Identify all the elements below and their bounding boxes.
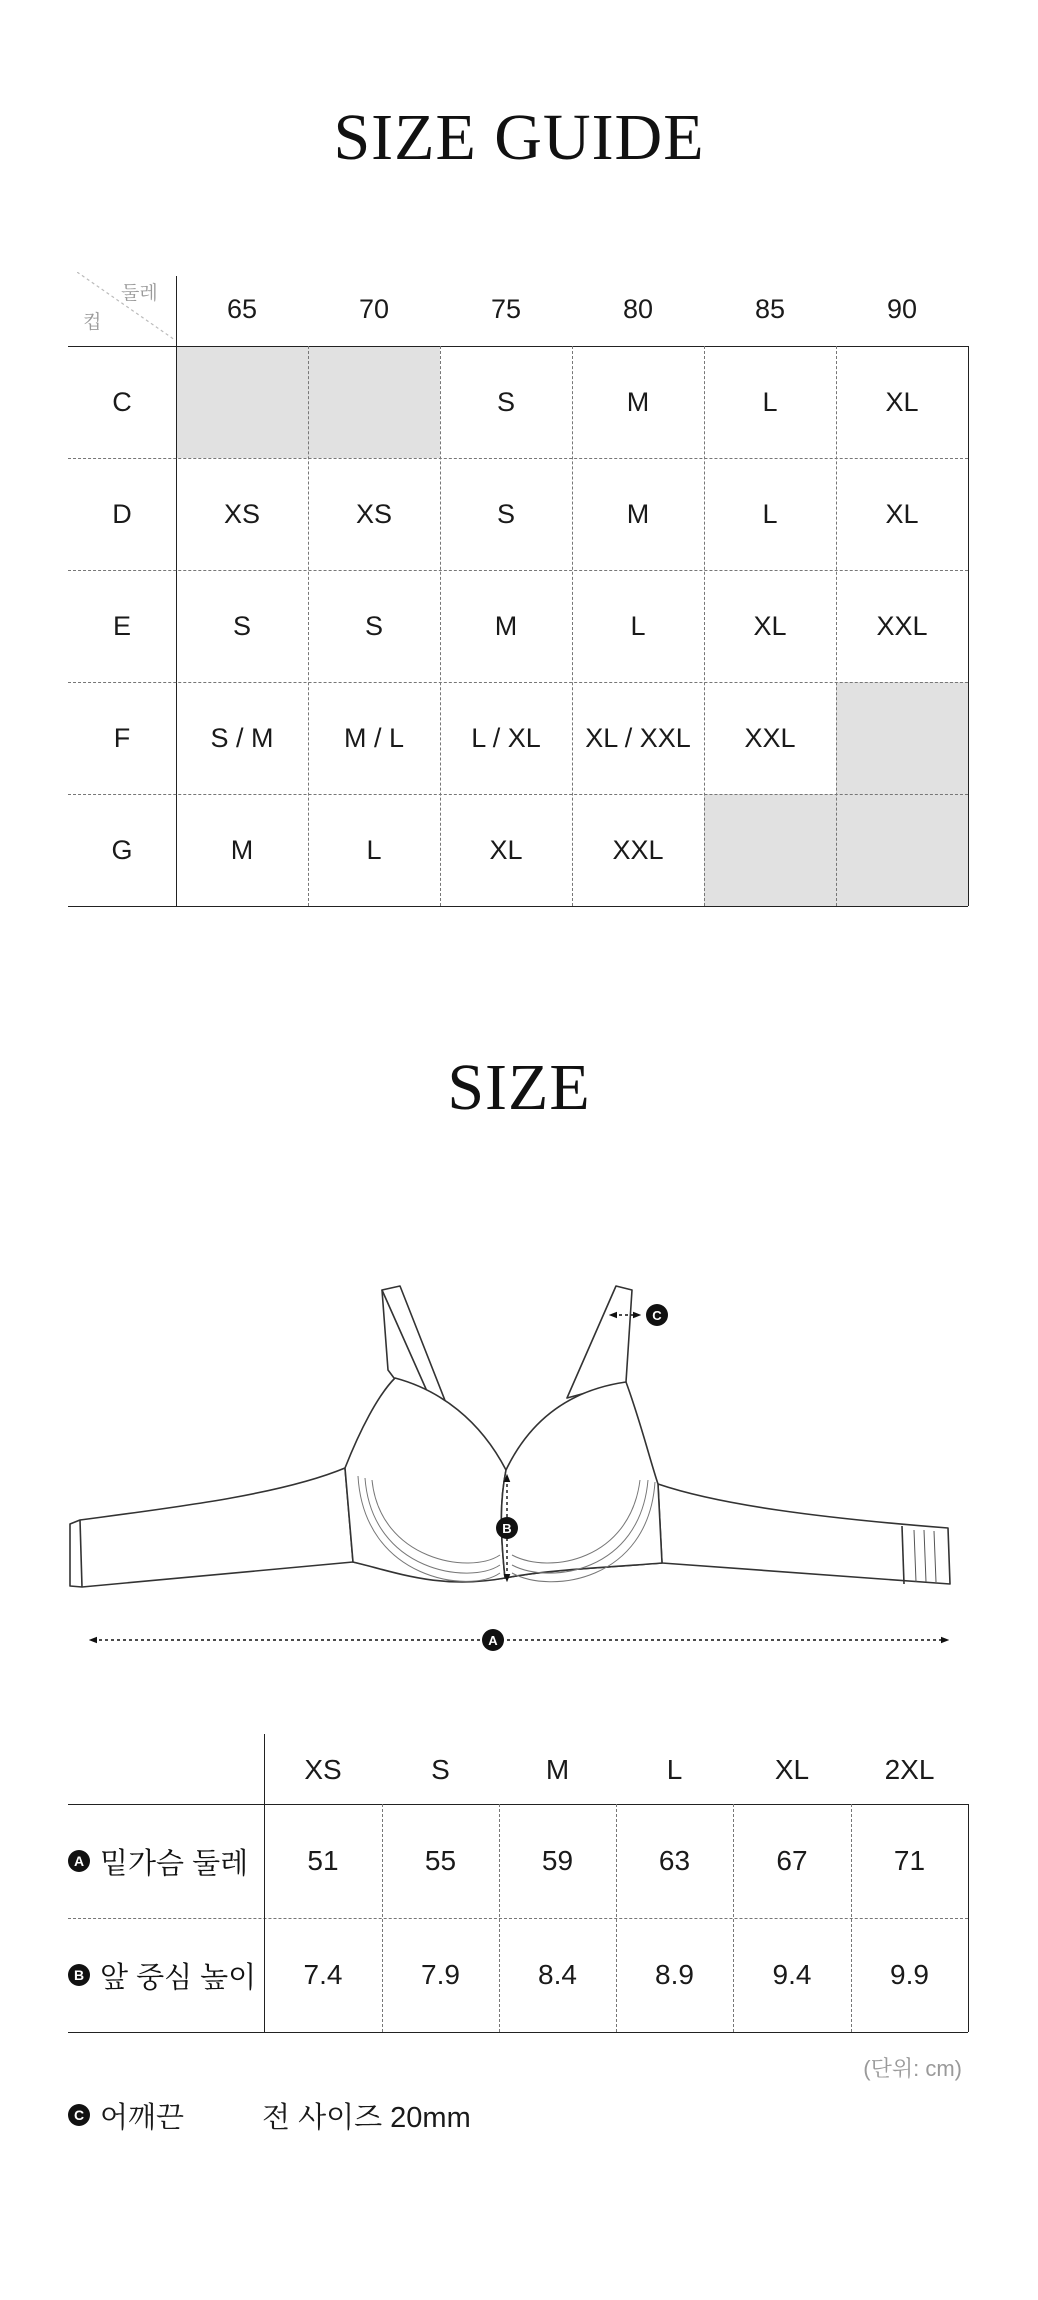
size-guide-title: SIZE GUIDE (333, 101, 705, 174)
cup-label: G (111, 834, 133, 865)
size-cell: L (366, 834, 382, 865)
size-cell: S (496, 498, 515, 529)
marker-b-icon (496, 1517, 518, 1539)
bra-outline (70, 1286, 950, 1587)
unit-note: (단위: cm) (863, 2056, 962, 2081)
measure-value: 71 (893, 1845, 926, 1876)
corner-band-label: 둘레 (121, 283, 158, 304)
band-header: 90 (886, 293, 918, 324)
bra-diagram (0, 1250, 1038, 1670)
marker-c-badge: C (68, 2104, 90, 2126)
svg-text:C: C (652, 1308, 662, 1323)
band-header: 75 (490, 293, 522, 324)
measure-row-label (68, 1918, 264, 2032)
measure-value: 67 (776, 1845, 808, 1876)
measure-value: 63 (658, 1845, 691, 1876)
svg-text:B: B (502, 1521, 512, 1536)
size-cell: M (230, 834, 254, 865)
measure-label-text: 밑가슴 둘레 (100, 1847, 249, 1880)
band-header: 85 (754, 293, 786, 324)
size-column-header: S (431, 1754, 450, 1785)
size-cell: XXL (876, 610, 928, 641)
measure-label-text: 앞 중심 높이 (100, 1961, 257, 1994)
size-cell: XXL (612, 834, 664, 865)
measure-value: 8.4 (538, 1959, 577, 1990)
measure-value: 55 (424, 1845, 457, 1876)
size-cell: S (364, 610, 383, 641)
cup-label: C (112, 386, 132, 417)
strap-value: 전 사이즈 20mm (262, 2101, 471, 2134)
empty-cell (308, 346, 440, 458)
size-cell: XS (223, 498, 261, 529)
size-column-header: L (666, 1754, 683, 1785)
marker-c-icon (646, 1304, 668, 1326)
size-cell: S / M (210, 722, 274, 753)
size-cell: XL (885, 386, 919, 417)
measure-value: 51 (307, 1845, 339, 1876)
measure-value: 8.9 (655, 1959, 694, 1990)
size-column-header: M (545, 1754, 570, 1785)
size-cell: M (626, 386, 650, 417)
size-cell: L / XL (471, 722, 541, 753)
size-cell: L (630, 610, 646, 641)
strap-label (68, 2095, 184, 2135)
size-cell: M (626, 498, 650, 529)
measure-value: 59 (541, 1845, 574, 1876)
measure-value: 9.9 (890, 1959, 929, 1990)
corner-cup-label: 컵 (83, 312, 102, 333)
empty-cell (836, 682, 968, 794)
cup-label: E (112, 610, 131, 641)
measure-row-label (68, 1804, 264, 1918)
strap-label-text: 어깨끈 (100, 2101, 185, 2134)
cup-label: F (113, 722, 131, 753)
size-cell: XL (753, 610, 787, 641)
size-cell: XL (885, 498, 919, 529)
table-bottom-border (68, 906, 968, 907)
size-cell: M / L (343, 722, 404, 753)
table-right-border (968, 1804, 969, 2032)
table-bottom-border (68, 2032, 968, 2033)
size-column-header: 2XL (884, 1754, 935, 1785)
size-cell: XL / XXL (585, 722, 691, 753)
size-column-header: XL (774, 1754, 810, 1785)
size-column-header: XS (304, 1754, 342, 1785)
empty-cell (836, 794, 968, 906)
size-cell: S (496, 386, 515, 417)
cup-label: D (112, 498, 132, 529)
marker-a-icon (482, 1629, 504, 1651)
size-cell: XL (489, 834, 523, 865)
marker-badge: A (68, 1850, 90, 1872)
size-cell: XS (355, 498, 393, 529)
size-cell: M (494, 610, 518, 641)
measure-value: 7.9 (421, 1959, 460, 1990)
empty-cell (176, 346, 308, 458)
band-header: 80 (622, 293, 654, 324)
table-right-border (968, 346, 969, 906)
band-header: 65 (226, 293, 258, 324)
empty-cell (704, 794, 836, 906)
size-cell: L (762, 498, 778, 529)
svg-text:A: A (488, 1633, 498, 1648)
marker-badge: B (68, 1964, 90, 1986)
measure-value: 9.4 (772, 1959, 812, 1990)
band-header: 70 (358, 293, 390, 324)
size-title: SIZE (447, 1051, 591, 1124)
size-cell: S (232, 610, 251, 641)
measure-value: 7.4 (303, 1959, 343, 1990)
size-cell: XXL (744, 722, 796, 753)
size-cell: L (762, 386, 778, 417)
